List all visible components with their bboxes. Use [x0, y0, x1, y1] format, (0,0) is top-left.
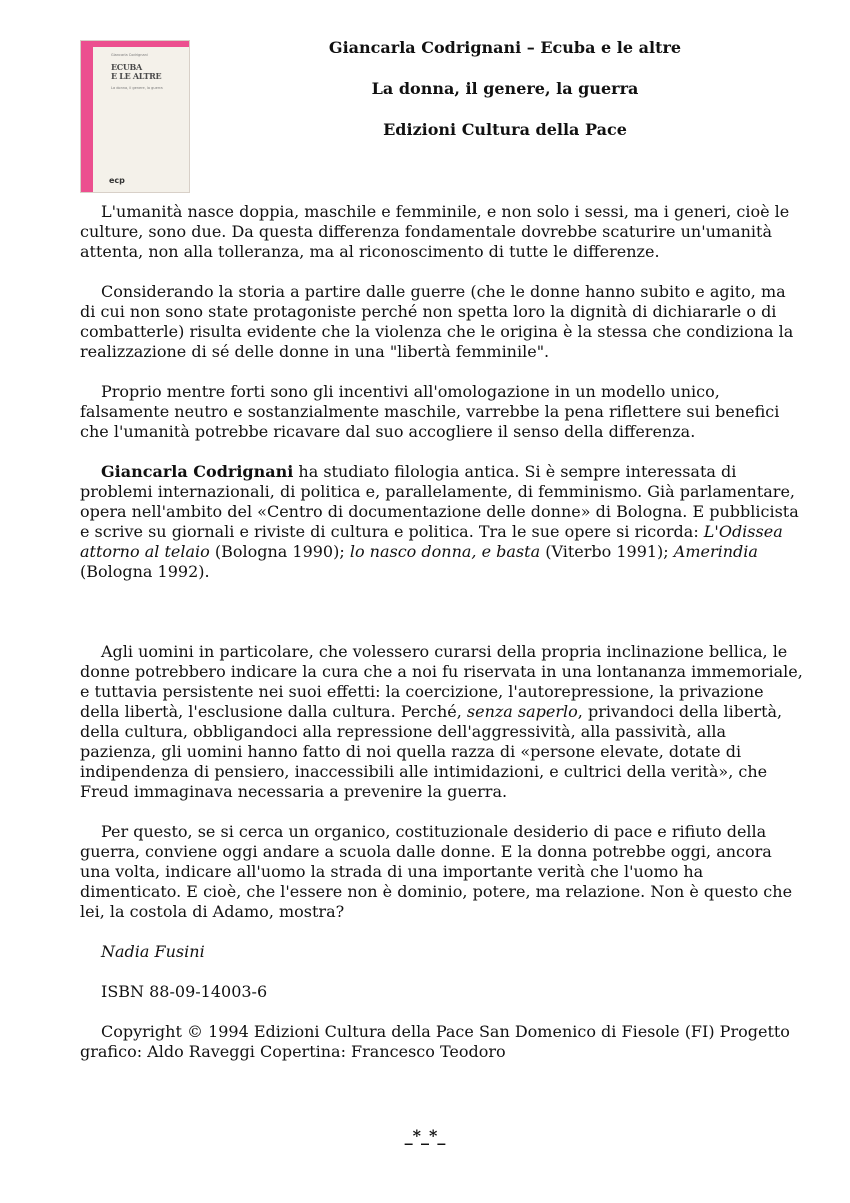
publisher-name: Edizioni Cultura della Pace: [383, 120, 627, 139]
cover-title-line2: E LE ALTRE: [111, 71, 162, 81]
work-note-3: (Bologna 1992).: [80, 562, 210, 581]
paragraph-5: [80, 642, 805, 802]
paragraph-5-emphasis: senza saperlo: [466, 702, 578, 721]
work-note-1: (Bologna 1990);: [209, 542, 350, 561]
work-title-1: L'Odissea attorno al telaio: [80, 522, 783, 561]
author-bio-text: ha studiato filologia antica. Si è sempre interessata di problemi internazionali, di politica e, parallelamente, di femminismo. Già parlamentare, opera nell'ambito del «Centro di documentazione delle donne» di Bologna. E pubblicista e scrive su giornali e riviste di cultura e politica. Tra le sue opere si ricorda:: [80, 462, 799, 541]
publisher-logo: ecp: [109, 176, 125, 185]
paragraph-2: Considerando la storia a partire dalle guerre (che le donne hanno subito e agito, ma di cui non sono state protagoniste perché non spetta loro la dignità di dichiararle o di combatterle) risulta evidente che la violenza che le origina è la stessa che condiziona la realizzazione di sé delle donne in una "libertà femminile".: [80, 282, 794, 361]
cover-author: Giancarla Codrignani: [111, 53, 148, 57]
work-note-2: (Viterbo 1991);: [540, 542, 674, 561]
signature: [80, 942, 805, 962]
paragraph-5-part-a: Agli uomini in particolare, che volessero curarsi della propria inclinazione bellica, le donne potrebbero indicare la cura che a noi fu riservata in una lontananza immemoriale, e tuttavia persistente nei suoi effetti: la coercizione, l'autorepressione, la privazione della libertà, l'esclusione dalla cultura. Perché,: [80, 642, 803, 721]
author-bio-paragraph: [80, 462, 805, 582]
paragraph-3: Proprio mentre forti sono gli incentivi all'omologazione in un modello unico, falsamente neutro e sostanzialmente maschile, varrebbe la pena riflettere sui benefici che l'umanità potrebbe ricavare dal suo accogliere il senso della differenza.: [80, 382, 780, 441]
isbn: ISBN 88-09-14003-6: [101, 982, 268, 1001]
cover-title-line1: ECUBA: [111, 62, 142, 72]
cover-spine: [81, 41, 93, 192]
paragraph-6: Per questo, se si cerca un organico, costituzionale desiderio di pace e rifiuto della guerra, conviene oggi andare a scuola dalle donne. E la donna potrebbe oggi, ancora una volta, indicare all'uomo la strada di una importante verità che l'uomo ha dimenticato. E cioè, che l'essere non è dominio, potere, ma relazione. Non è questo che lei, la costola di Adamo, mostra?: [80, 822, 793, 921]
separator-mark: _*_*_: [404, 1126, 446, 1145]
cover-top-band: [81, 41, 189, 47]
book-cover-image: [80, 40, 190, 193]
signature-name: Nadia Fusini: [101, 942, 205, 961]
author-name: Giancarla Codrignani: [101, 462, 294, 481]
work-title-3: Amerindia: [673, 542, 758, 561]
document-body: [80, 202, 805, 1082]
work-title-2: lo nasco donna, e basta: [349, 542, 541, 561]
book-author-title: Giancarla Codrignani – Ecuba e le altre: [328, 38, 682, 57]
paragraph-5-part-b: , privandoci della libertà, della cultura, obbligandoci alla repressione dell'aggressività, alla passività, alla pazienza, gli uomini hanno fatto di noi quella razza di «persone elevate, dotate di indipendenza di pensiero, inaccessibili alle intimidazioni, e cultrici della verità», che Freud immaginava necessaria a prevenire la guerra.: [80, 702, 783, 801]
paragraph-1: L'umanità nasce doppia, maschile e femminile, e non solo i sessi, ma i generi, cioè le culture, sono due. Da questa differenza fondamentale dovrebbe scaturire un'umanità attenta, non alla tolleranza, ma al riconoscimento di tutte le differenze.: [80, 202, 790, 261]
book-subtitle: La donna, il genere, la guerra: [371, 79, 639, 98]
copyright: Copyright © 1994 Edizioni Cultura della Pace San Domenico di Fiesole (FI) Progetto grafico: Aldo Raveggi Copertina: Francesco Teodoro: [80, 1022, 790, 1061]
section-gap: [80, 602, 805, 642]
cover-title: [111, 63, 161, 81]
cover-subtitle: La donna, il genere, la guerra: [111, 86, 163, 90]
